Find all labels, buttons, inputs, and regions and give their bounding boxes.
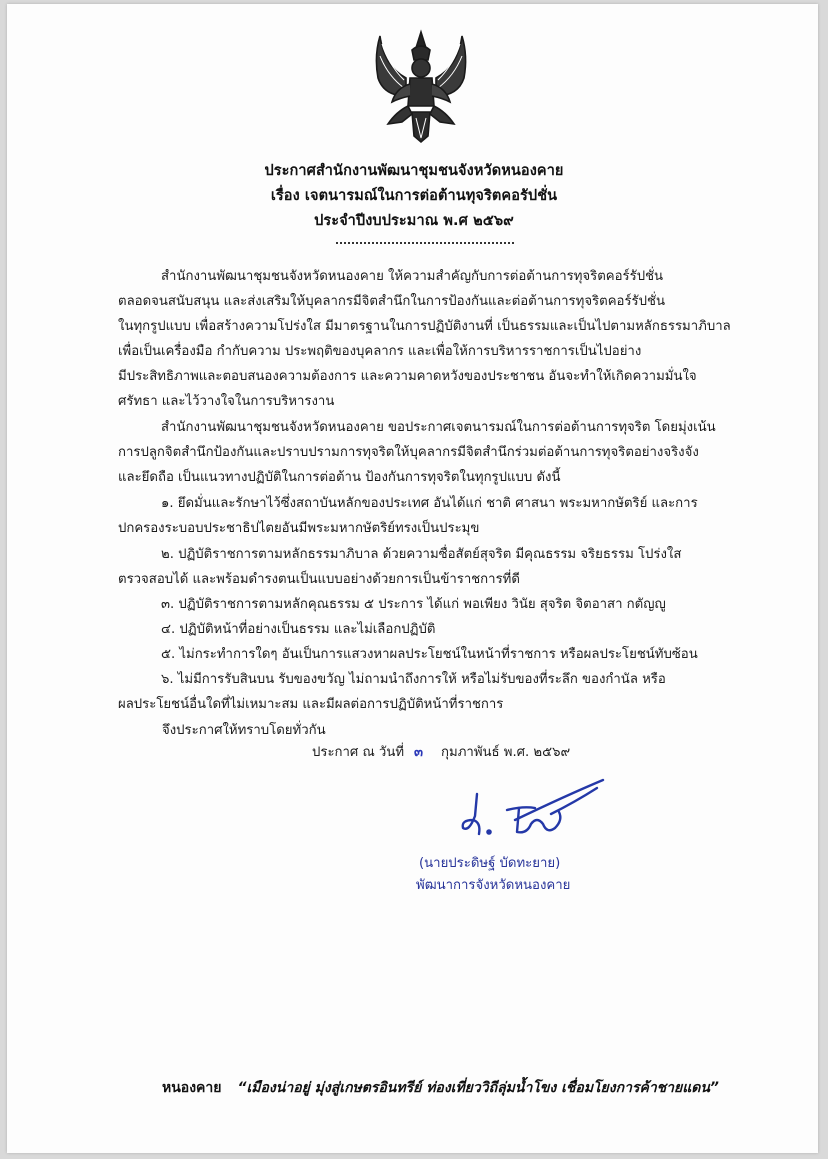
list-item-4: ๔. ปฏิบัติหน้าที่อย่างเป็นธรรม และไม่เลือกปฏิบัติ bbox=[161, 622, 436, 637]
title-divider bbox=[336, 242, 514, 244]
body-line: เพื่อเป็นเครื่องมือ กำกับความ ประพฤติของบุคลากร และเพื่อให้การบริหารราชการเป็นไปอย่าง bbox=[118, 344, 642, 359]
date-prefix: ประกาศ ณ วันที่ bbox=[312, 745, 405, 760]
fiscal-year: ประจำปีงบประมาณ พ.ศ ๒๕๖๙ bbox=[314, 213, 514, 229]
list-item-3: ๓. ปฏิบัติราชการตามหลักคุณธรรม ๕ ประการ ได้แก่ พอเพียง วินัย สุจริต จิตอาสา กตัญญู bbox=[161, 597, 666, 612]
announcement-title: ประกาศสำนักงานพัฒนาชุมชนจังหวัดหนองคาย bbox=[264, 163, 564, 179]
list-item-2: ๒. ปฏิบัติราชการตามหลักธรรมาภิบาล ด้วยความซื่อสัตย์สุจริต มีคุณธรรม จริยธรรม โปร่งใส bbox=[161, 547, 682, 562]
list-item-1-cont: ปกครองระบอบประชาธิปไตยอันมีพระมหากษัตริย์ทรงเป็นประมุข bbox=[118, 521, 480, 536]
body-line: สำนักงานพัฒนาชุมชนจังหวัดหนองคาย ขอประกาศเจตนารมณ์ในการต่อต้านการทุจริต โดยมุ่งเน้น bbox=[161, 420, 716, 435]
closing-statement: จึงประกาศให้ทราบโดยทั่วกัน bbox=[162, 723, 326, 738]
list-item-6: ๖. ไม่มีการรับสินบน รับของขวัญ ไม่ถามนำถึงการให้ หรือไม่รับของที่ระลึก ของกำนัล หรือ bbox=[161, 672, 666, 687]
body-line: ตลอดจนสนับสนุน และส่งเสริมให้บุคลากรมีจิตสำนึกในการป้องกันและต่อต้านการทุจริตคอร์รัปชั่น bbox=[118, 294, 665, 309]
body-line: สำนักงานพัฒนาชุมชนจังหวัดหนองคาย ให้ความสำคัญกับการต่อต้านการทุจริตคอร์รัปชั่น bbox=[161, 269, 664, 284]
list-item-2-cont: ตรวจสอบได้ และพร้อมดำรงตนเป็นแบบอย่างด้วยการเป็นข้าราชการที่ดี bbox=[118, 572, 520, 587]
footer-slogan bbox=[162, 1077, 719, 1099]
announcement-date bbox=[312, 741, 570, 762]
list-item-5: ๕. ไม่กระทำการใดๆ อันเป็นการแสวงหาผลประโยชน์ในหน้าที่ราชการ หรือผลประโยชน์ทับซ้อน bbox=[161, 647, 698, 662]
body-line: ศรัทธา และไว้วางใจในการบริหารงาน bbox=[118, 394, 335, 409]
body-line: การปลูกจิตสำนึกป้องกันและปราบปรามการทุจริตให้บุคลากรมีจิตสำนึกร่วมต่อต้านการทุจริตอย่างจริงจัง bbox=[118, 445, 699, 460]
signature-icon bbox=[455, 776, 605, 846]
list-item-6-cont: ผลประโยชน์อื่นใดที่ไม่เหมาะสม และมีผลต่อการปฏิบัติหน้าที่ราชการ bbox=[118, 697, 504, 712]
list-item-1: ๑. ยึดมั่นและรักษาไว้ซึ่งสถาบันหลักของประเทศ อันได้แก่ ชาติ ศาสนา พระมหากษัตริย์ และการ bbox=[161, 496, 698, 511]
date-month-year: กุมภาพันธ์ พ.ศ. ๒๕๖๙ bbox=[441, 745, 571, 760]
signer-name: (นายประดิษฐ์ บัดทะยาย) bbox=[419, 856, 561, 871]
garuda-emblem-icon bbox=[366, 26, 476, 144]
body-line: มีประสิทธิภาพและตอบสนองความต้องการ และความคาดหวังของประชาชน อันจะทำให้เกิดความมั่นใจ bbox=[118, 369, 697, 384]
body-line: ในทุกรูปแบบ เพื่อสร้างความโปร่งใส มีมาตรฐานในการปฏิบัติงานที่ เป็นธรรมและเป็นไปตามหลักธรรมาภิบาล bbox=[118, 319, 731, 334]
signer-title: พัฒนาการจังหวัดหนองคาย bbox=[416, 878, 571, 893]
body-line: และยึดถือ เป็นแนวทางปฏิบัติในการต่อต้าน ป้องกันการทุจริตในทุกรูปแบบ ดังนี้ bbox=[118, 470, 561, 485]
announcement-subject: เรื่อง เจตนารมณ์ในการต่อต้านทุจริตคอรัปชั่น bbox=[270, 188, 558, 204]
footer-slogan-text: “เมืองน่าอยู่ มุ่งสู่เกษตรอินทรีย์ ท่องเที่ยววิถีลุ่มน้ำโขง เชื่อมโยงการค้าชายแดน” bbox=[237, 1080, 719, 1096]
footer-province: หนองคาย bbox=[162, 1080, 222, 1096]
date-day: ๓ bbox=[414, 745, 424, 760]
